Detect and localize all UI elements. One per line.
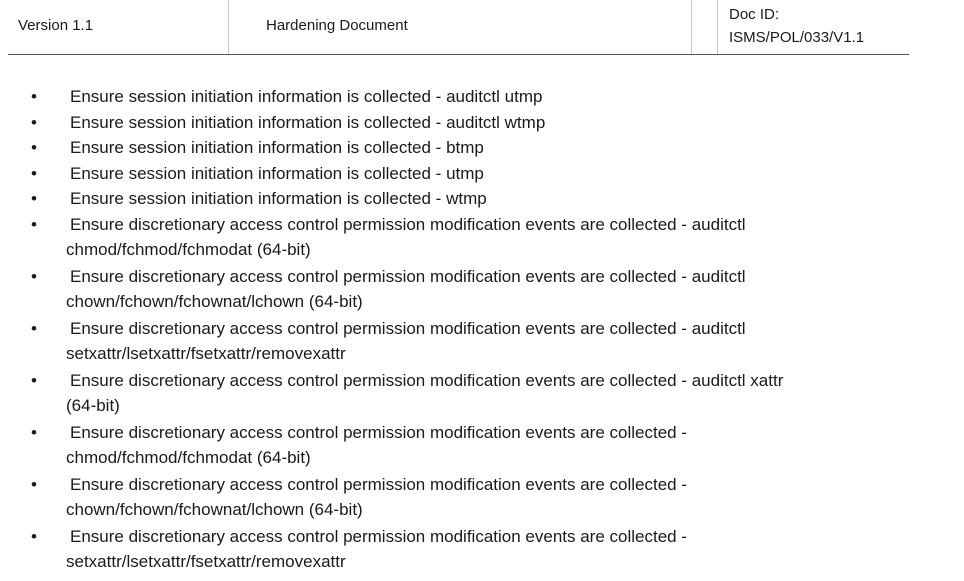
list-item-text: Ensure session initiation information is collected - wtmp [70, 189, 487, 208]
bullet-icon: • [31, 214, 37, 234]
doc-id-label: Doc ID: [729, 6, 780, 23]
list-item-text: Ensure discretionary access control permission modification events are collected - auditctl [70, 318, 746, 338]
hardening-checklist [26, 84, 926, 576]
list-item-text: Ensure session initiation information is collected - auditctl wtmp [70, 112, 546, 132]
bullet-icon: • [31, 474, 37, 494]
list-item [26, 84, 926, 110]
bullet-icon: • [31, 87, 37, 106]
list-item-continuation: setxattr/lsetxattr/fsetxattr/removexattr [66, 552, 346, 571]
list-item [26, 161, 926, 187]
version-label: Version 1.1 [18, 17, 94, 34]
list-item [26, 264, 926, 315]
list-item-text: Ensure discretionary access control permission modification events are collected - auditctl [70, 266, 746, 286]
list-item [26, 316, 926, 367]
doc-id-value: ISMS/POL/033/V1.1 [729, 29, 865, 46]
list-item [26, 110, 926, 136]
list-item-text: Ensure discretionary access control permission modification events are collected - [70, 526, 687, 546]
bullet-icon: • [31, 526, 37, 546]
list-item-continuation: setxattr/lsetxattr/fsetxattr/removexattr [66, 344, 346, 363]
header-divider [691, 0, 692, 54]
bullet-icon: • [31, 318, 37, 338]
list-item [26, 186, 926, 212]
list-item-continuation: chmod/fchmod/fchmodat (64-bit) [66, 240, 311, 259]
list-item [26, 472, 926, 523]
bullet-icon: • [31, 370, 37, 390]
bullet-icon: • [31, 189, 37, 208]
list-item-text: Ensure session initiation information is collected - utmp [70, 163, 484, 183]
bullet-icon: • [31, 163, 37, 183]
list-item-text: Ensure session initiation information is collected - auditctl utmp [70, 87, 543, 106]
bullet-icon: • [31, 112, 37, 132]
list-item-text: Ensure discretionary access control permission modification events are collected - [70, 422, 687, 442]
list-item-text: Ensure session initiation information is collected - btmp [70, 138, 484, 157]
list-item-continuation: chmod/fchmod/fchmodat (64-bit) [66, 448, 311, 467]
list-item-text: Ensure discretionary access control permission modification events are collected - auditctl [70, 214, 746, 234]
list-item-continuation: chown/fchown/fchownat/lchown (64-bit) [66, 292, 363, 311]
list-item-text: Ensure discretionary access control permission modification events are collected - auditctl xattr [70, 370, 784, 390]
header-divider [228, 0, 229, 54]
list-item [26, 135, 926, 161]
list-item [26, 524, 926, 575]
document-header [8, 0, 909, 55]
bullet-icon: • [31, 138, 37, 157]
list-item [26, 368, 926, 419]
bullet-icon: • [31, 422, 37, 442]
document-title: Hardening Document [266, 17, 408, 34]
list-item-continuation: (64-bit) [66, 396, 120, 415]
list-item-text: Ensure discretionary access control permission modification events are collected - [70, 474, 687, 494]
header-divider [717, 0, 718, 54]
list-item-continuation: chown/fchown/fchownat/lchown (64-bit) [66, 500, 363, 519]
bullet-icon: • [31, 266, 37, 286]
list-item [26, 212, 926, 263]
list-item [26, 420, 926, 471]
